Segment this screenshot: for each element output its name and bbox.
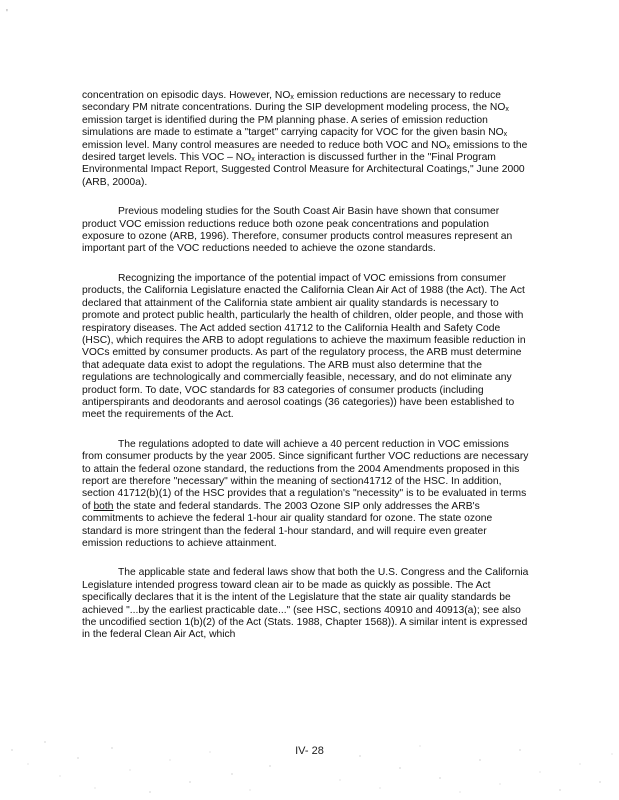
paragraph-1 [82, 90, 530, 189]
body-text [82, 90, 530, 659]
nox-subscript: x [251, 156, 255, 164]
nox-subscript: x [503, 131, 508, 139]
nox-subscript: x [446, 143, 451, 151]
p1-text-e: emissions to the desired target levels. This VOC – NO [82, 139, 528, 164]
nox-subscript: x [505, 106, 509, 114]
nox-subscript: x [290, 94, 294, 101]
paragraph-2: Previous modeling studies for the South Coast Air Basin have shown that consumer product VOC emission reductions reduce both ozone peak concentrations and population exposure to ozone (ARB, 1996). Therefore, consumer products control measures represent an important part of the VOC reductions needed to achieve the ozone standards. [82, 206, 513, 255]
corner-mark: ' [6, 8, 8, 19]
p1-text-c: emission target is identified during the PM planning phase. A series of emission reduction simulations are made to estimate a "target" carrying capacity for VOC for the given basin NO [82, 114, 504, 139]
p4-text-b: the state and federal standards. The 2003 Ozone SIP only addresses the ARB's commitments to achieve the federal 1-hour air quality standard for ozone. The state ozone standard is more stringent than the federal 1-hour standard, and will require even greater emission reductions to achieve attainment. [82, 500, 493, 549]
p4-underlined-both: both [93, 500, 114, 512]
p4-text-a: The regulations adopted to date will achieve a 40 percent reduction in VOC emissions from consumer products by the year 2005. Since significant further VOC reductions are necessary to attain the federal ozone standard, the reductions from the 2004 Amendments proposed in this report are therefore "necessary" within the meaning of section41712 of the HSC. In addition, section 41712(b)(1) of the HSC provides that a regulation's "necessity" is to be evaluated in terms of [82, 438, 529, 512]
page-number: IV- 28 [295, 745, 324, 757]
p1-text-d: emission level. Many control measures are needed to reduce both VOC and NO [82, 139, 447, 151]
paragraph-4 [82, 439, 530, 551]
scan-speckle-decoration [0, 730, 619, 800]
p1-text-a: concentration on episodic days. However, NO [82, 90, 291, 101]
p1-text-b: emission reductions are necessary to reduce secondary PM nitrate concentrations. During the SIP development modeling process, the NO [82, 90, 506, 114]
paragraph-3: Recognizing the importance of the potential impact of VOC emissions from consumer products, the California Legislature enacted the California Clean Air Act of 1988 (the Act). The Act declared that attainment of the California state ambient air quality standards is necessary to promote and protect public health, particularly the health of children, older people, and those with respiratory diseases. The Act added section 41712 to the California Health and Safety Code (HSC), which requires the ARB to adopt regulations to achieve the maximum feasible reduction in VOCs emitted by consumer products. As part of the regulatory process, the ARB must determine that adequate data exist to adopt the regulations. The ARB must also determine that the regulations are technologically and commercially feasible, necessary, and do not eliminate any product form. To date, VOC standards for 83 categories of consumer products (including antiperspirants and deodorants and aerosol coatings (36 categories)) have been established to meet the requirements of the Act. [82, 272, 526, 421]
p1-text-f: interaction is discussed further in the "Final Program Environmental Impact Report, Suggested Control Measure for Architectural Coatings," June 2000 (ARB, 2000a). [82, 152, 525, 188]
paragraph-5: The applicable state and federal laws show that both the U.S. Congress and the California Legislature intended progress toward clean air to be made as quickly as possible. The Act specifically declares that it is the intent of the Legislature that the state air quality standards be achieved "...by the earliest practicable date..." (see HSC, sections 40910 and 40913(a); see also the uncodified section 1(b)(2) of the Act (Stats. 1988, Chapter 1568)). A similar intent is expressed in the federal Clean Air Act, which [82, 567, 529, 641]
